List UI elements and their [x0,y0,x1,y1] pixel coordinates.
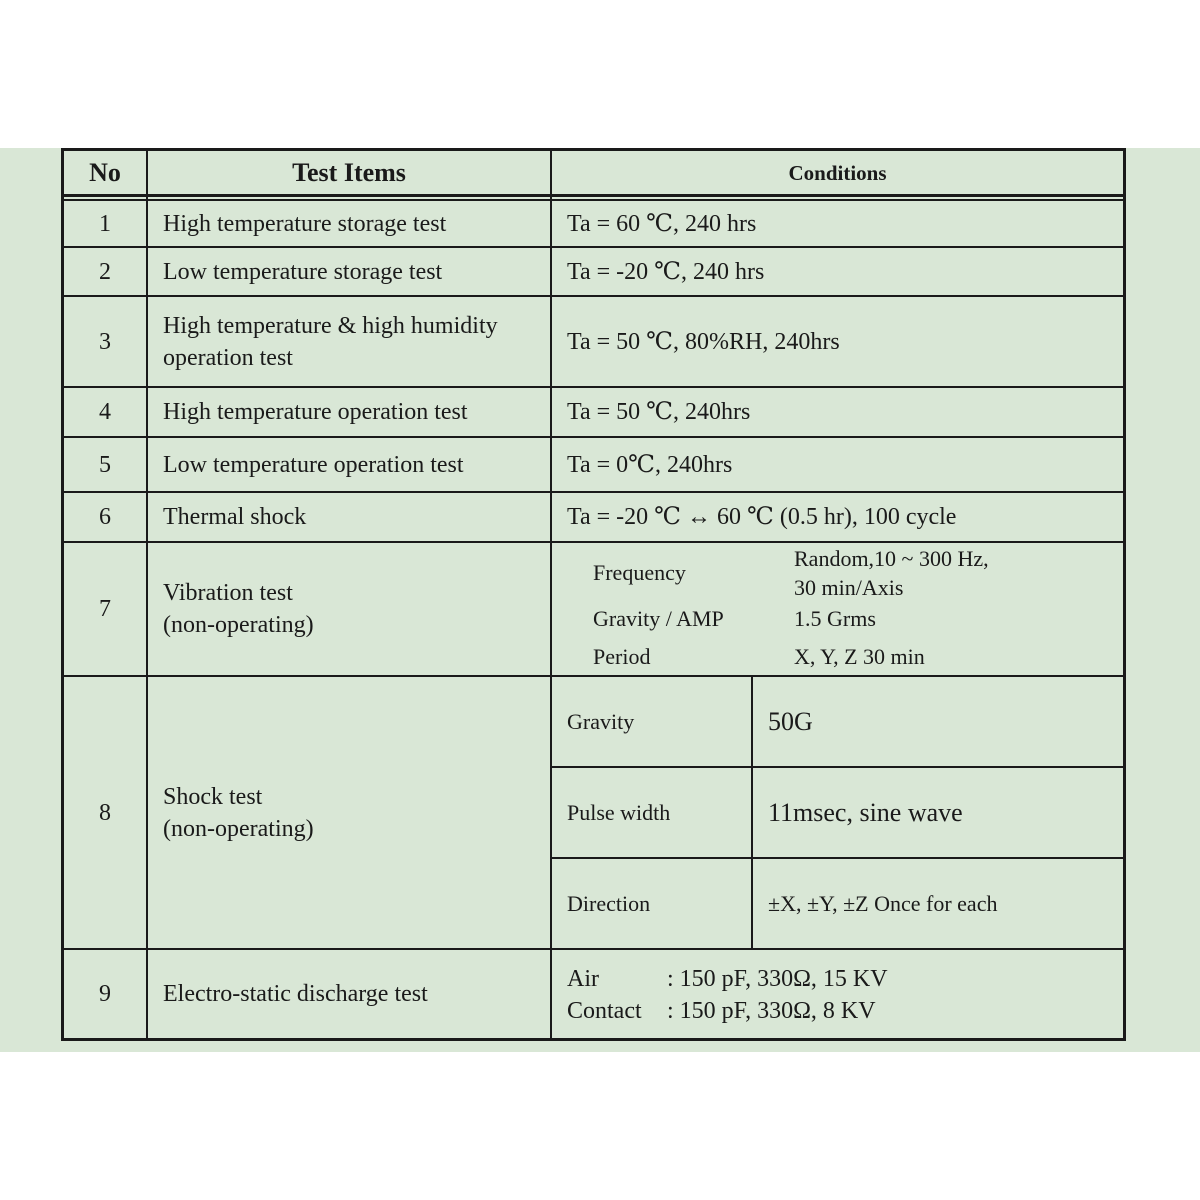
column-divider [146,148,148,1041]
row-number: 3 [99,328,111,355]
row-number: 5 [99,451,111,478]
row-number: 1 [99,210,111,237]
test-item-line: operation test [163,344,293,371]
test-item: High temperature storage test [163,210,447,237]
row-number: 8 [99,799,111,826]
vibration-frequency-line: Random,10 ~ 300 Hz, [794,546,989,571]
shock-pulse-label: Pulse width [567,800,671,825]
vibration-frequency-line: 30 min/Axis [794,575,904,600]
row-number: 9 [99,981,111,1007]
vibration-period-label: Period [593,643,651,669]
vibration-frequency-value [794,544,1124,602]
row-number: 6 [99,504,111,530]
test-condition: Ta = 60 ℃, 240 hrs [567,210,757,237]
shock-gravity-label: Gravity [567,709,635,734]
header-separator [61,194,1126,197]
test-item: Low temperature storage test [163,258,443,285]
esd-contact-label: Contact [567,998,642,1024]
header-test-items: Test Items [292,157,406,187]
test-item-line: (non-operating) [163,815,314,842]
test-item: High temperature operation test [163,399,468,425]
test-item [163,297,548,386]
test-condition: Ta = 0℃, 240hrs [567,451,733,478]
test-condition: Ta = 50 ℃, 80%RH, 240hrs [567,328,840,355]
vibration-frequency-label: Frequency [593,559,686,585]
shock-direction-value: ±X, ±Y, ±Z Once for each [768,891,998,916]
test-item-line: Shock test [163,783,263,810]
header-conditions: Conditions [788,160,887,185]
test-item: Low temperature operation test [163,451,464,478]
shock-gravity-value: 50G [768,706,813,736]
vibration-period-value: X, Y, Z 30 min [794,643,925,669]
test-item [163,543,548,675]
test-item-line: (non-operating) [163,612,314,638]
test-item: Thermal shock [163,504,307,530]
esd-air-label: Air [567,966,599,992]
column-divider [550,148,552,1041]
test-condition: Ta = -20 ℃, 240 hrs [567,258,765,285]
row-number: 4 [99,399,111,425]
shock-pulse-value: 11msec, sine wave [768,797,963,827]
row-number: 7 [99,596,111,622]
test-item-line: High temperature & high humidity [163,312,498,339]
vibration-gravity-value: 1.5 Grms [794,605,876,631]
esd-air-value: : 150 pF, 330Ω, 15 KV [667,966,888,992]
esd-contact-value: : 150 pF, 330Ω, 8 KV [667,998,876,1024]
test-condition: Ta = 50 ℃, 240hrs [567,399,751,425]
shock-direction-label: Direction [567,891,651,916]
test-condition: Ta = -20 ℃ ↔ 60 ℃ (0.5 hr), 100 cycle [567,504,957,530]
vibration-gravity-label: Gravity / AMP [593,605,724,631]
row-number: 2 [99,258,111,285]
test-item-line: Vibration test [163,580,293,606]
test-item: Electro-static discharge test [163,981,428,1007]
test-item [163,677,548,948]
header-no: No [89,157,121,187]
shock-subcolumn-divider [751,675,753,948]
test-conditions-table [61,148,1126,1041]
